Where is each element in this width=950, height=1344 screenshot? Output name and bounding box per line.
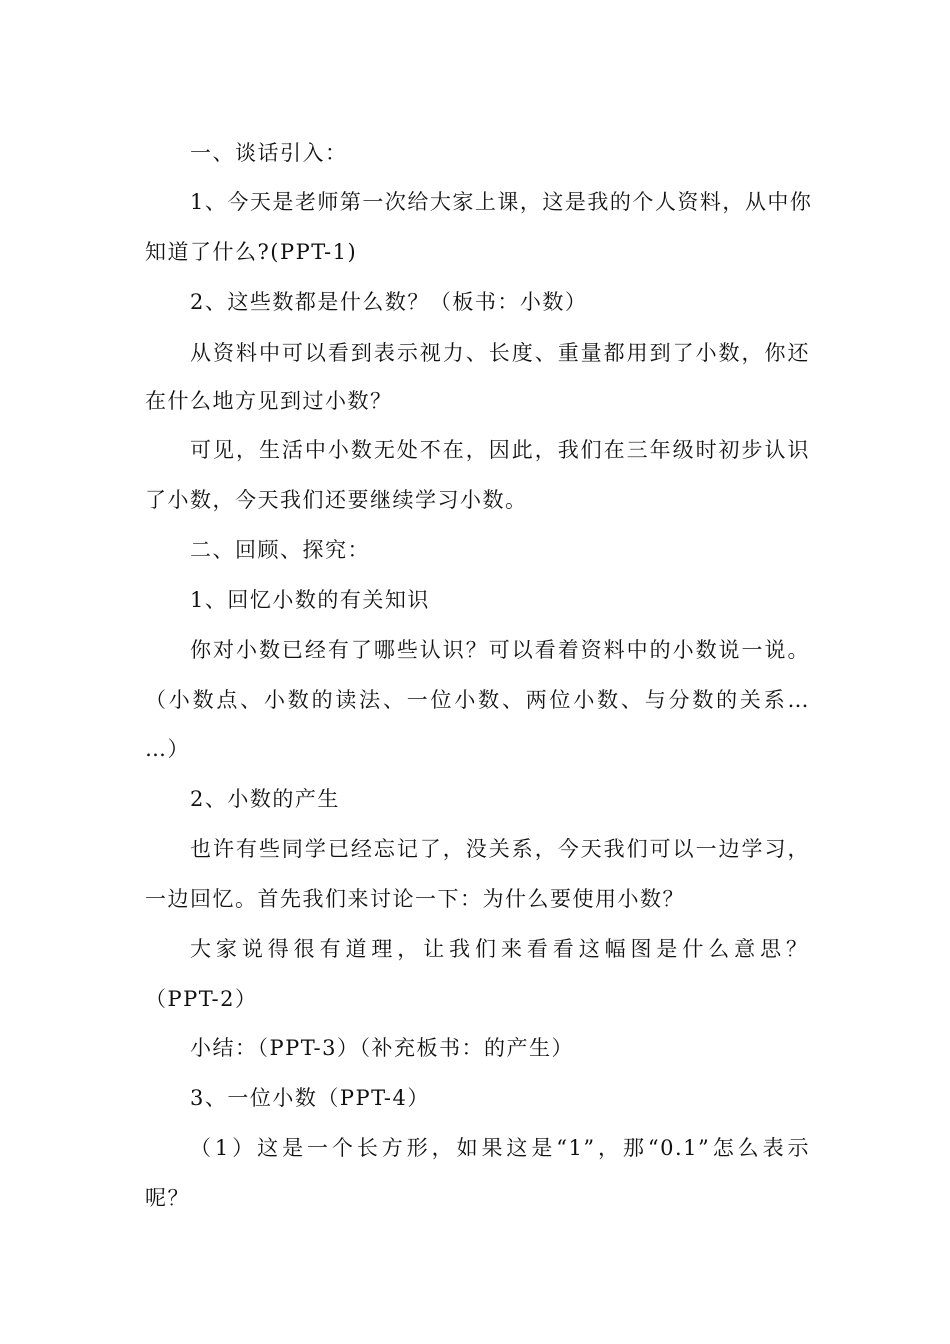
paragraph-line: 在什么地方见到过小数？ <box>145 389 393 413</box>
paragraph-line: 知道了什么?(PPT-1) <box>145 240 358 264</box>
heading-talk-intro: 一、谈话引入： <box>190 141 348 165</box>
summary-line: 小结：（PPT-3）（补充板书：的产生） <box>190 1036 575 1060</box>
paragraph-line: 了小数，今天我们还要继续学习小数。 <box>145 488 528 512</box>
paragraph-line: 1、今天是老师第一次给大家上课，这是我的个人资料，从中你 <box>190 190 813 214</box>
paragraph-line: …） <box>145 737 190 761</box>
paragraph-line: （PPT-2） <box>145 987 258 1011</box>
subheading-one-decimal-place: 3、一位小数（PPT-4） <box>190 1086 430 1110</box>
paragraph-line: 一边回忆。首先我们来讨论一下：为什么要使用小数？ <box>145 887 685 911</box>
paragraph-line: （1）这是一个长方形，如果这是“1”，那“0.1”怎么表示 <box>190 1136 810 1160</box>
paragraph-line: 2、这些数都是什么数？（板书：小数） <box>190 290 588 314</box>
heading-review-explore: 二、回顾、探究： <box>190 538 370 562</box>
paragraph-line: 你对小数已经有了哪些认识？可以看着资料中的小数说一说。 <box>190 638 810 662</box>
paragraph-line: 从资料中可以看到表示视力、长度、重量都用到了小数，你还 <box>190 341 810 365</box>
paragraph-line: 可见，生活中小数无处不在，因此，我们在三年级时初步认识 <box>190 438 810 462</box>
paragraph-line: 大家说得很有道理，让我们来看看这幅图是什么意思？ <box>190 937 810 961</box>
paragraph-line: （小数点、小数的读法、一位小数、两位小数、与分数的关系… <box>145 688 810 712</box>
paragraph-line: 也许有些同学已经忘记了，没关系，今天我们可以一边学习， <box>190 837 810 861</box>
subheading-recall-decimals: 1、回忆小数的有关知识 <box>190 588 430 612</box>
subheading-origin-of-decimals: 2、小数的产生 <box>190 787 340 811</box>
paragraph-line: 呢？ <box>145 1186 190 1210</box>
